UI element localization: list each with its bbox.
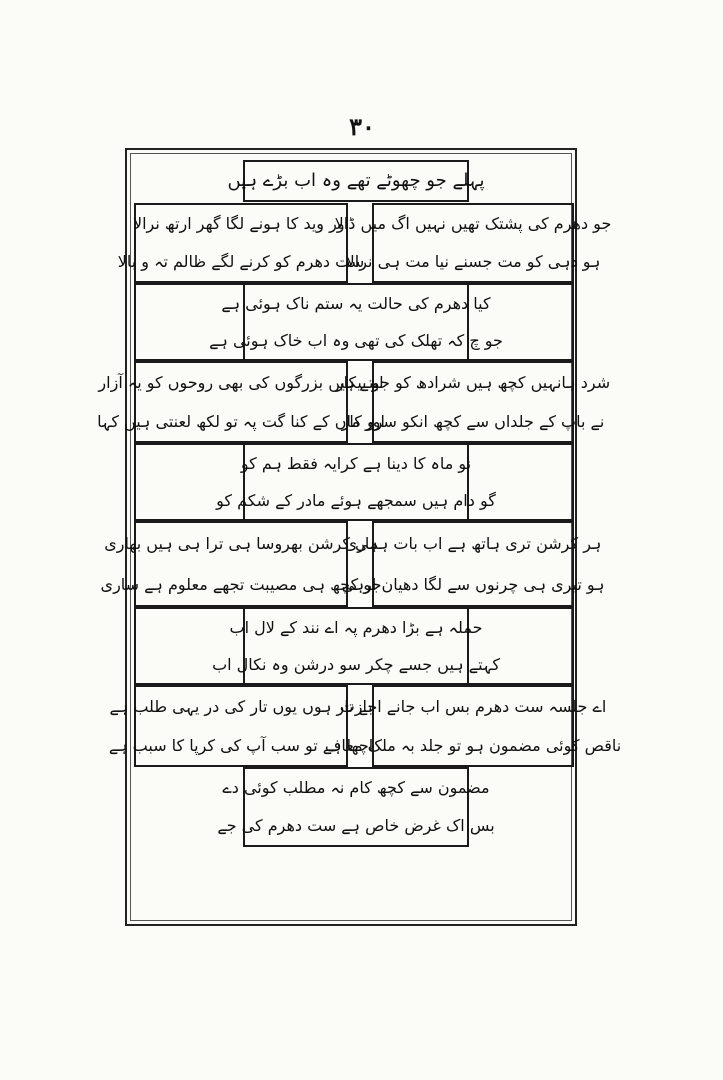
verse-line: جو چ کہ تھلک کی تھی وہ اب خاک ہوئی ہے bbox=[209, 330, 503, 350]
verse-line: ناقص کوئی مضمون ہو تو جلد بہ ملک معاف bbox=[324, 735, 622, 755]
verse-line: ست دھرم کو کرنے لگے ظالم تہ و بالا bbox=[117, 252, 365, 271]
verse-line: کہتے ہیں جسے چکر سو درشن وہ نکال اب bbox=[212, 654, 500, 674]
couplet-5-left bbox=[100, 521, 382, 607]
refrain-4 bbox=[216, 443, 496, 521]
verse-line: ہی کرشن بھروسا ہی ترا ہی ہیں بھاری bbox=[104, 533, 378, 553]
verse-line: اور ماں کے کنا گت پہ تو لکھ لعنتی ہیں کہا bbox=[97, 411, 385, 431]
couplet-3-right bbox=[335, 361, 611, 443]
verse-line: حملہ ہے بڑا دھرم پہ اے نند کے لال اب bbox=[229, 617, 483, 637]
verse-line: شرد ہانہیں کچھ ہیں شرادھ کو جو بیکار bbox=[335, 372, 611, 392]
verse-line: اچھا ہے تو سب آپ کی کرپا کا سبب ہے bbox=[108, 735, 374, 755]
table-rule bbox=[134, 443, 244, 521]
couplet-1-left bbox=[117, 203, 365, 283]
verse-line: بس اک غرض خاص ہے ست دھرم کی جے bbox=[217, 816, 495, 835]
verse-line: لیتے ہیں بزرگوں کی بھی روحوں کو یہ آزار bbox=[98, 372, 384, 392]
heading-stanza bbox=[227, 160, 485, 202]
verse-line: ہر کرشن تری ہاتھ ہے اب بات ہماری bbox=[344, 533, 602, 553]
verse-line: جو کچھ ہی مصیبت تجھے معلوم ہے ساری bbox=[100, 574, 382, 594]
verse-line: بے تار ہوں یوں تار کی در یہی طلب ہے bbox=[109, 696, 373, 716]
refrain-6 bbox=[212, 607, 500, 685]
couplet-5-right bbox=[341, 521, 605, 607]
table-rule bbox=[468, 443, 574, 521]
couplet-7-left bbox=[108, 685, 374, 767]
verse-line: جو دھرم کی پشتک تھیں نہیں اگ میں ڈالا bbox=[334, 214, 612, 233]
verse-line: نے باپ کے جلداں سے کچھ انکو سرو کار bbox=[341, 411, 605, 431]
verse-line: اور وید کا ہونے لگا گھر ارتھ نرالا bbox=[132, 214, 350, 233]
verse-line: ہو دہی کو مت جسنے نیا مت ہی نرالا bbox=[345, 252, 601, 271]
table-rule bbox=[134, 283, 244, 361]
refrain-8 bbox=[217, 767, 495, 847]
couplet-7-right bbox=[324, 685, 622, 767]
verse-line: گو دام ہیں سمجھے ہوئے مادر کے شکم کو bbox=[216, 490, 496, 510]
refrain-2 bbox=[209, 283, 503, 361]
page-number: ۳۰ bbox=[349, 112, 375, 141]
table-rule bbox=[134, 607, 244, 685]
table-rule bbox=[468, 607, 574, 685]
verse-line: کیا دھرم کی حالت یہ ستم ناک ہوئی ہے bbox=[221, 293, 491, 313]
table-rule bbox=[468, 283, 574, 361]
verse-line: مضمون سے کچھ کام نہ مطلب کوئی دے bbox=[222, 778, 490, 797]
verse-line: اے جلسہ ست دھرم بس اب جانے اجازت bbox=[339, 696, 607, 716]
verse-line: نو ماہ کا دینا ہے کرایہ فقط ہم کو bbox=[240, 453, 472, 473]
heading-line: پہلے جو چھوٹے تھے وہ اب بڑے ہیں bbox=[227, 170, 485, 191]
couplet-1-right bbox=[334, 203, 612, 283]
couplet-3-left bbox=[97, 361, 385, 443]
verse-line: ہو تیری ہی چرنوں سے لگا دھیان ارہی bbox=[341, 574, 605, 594]
